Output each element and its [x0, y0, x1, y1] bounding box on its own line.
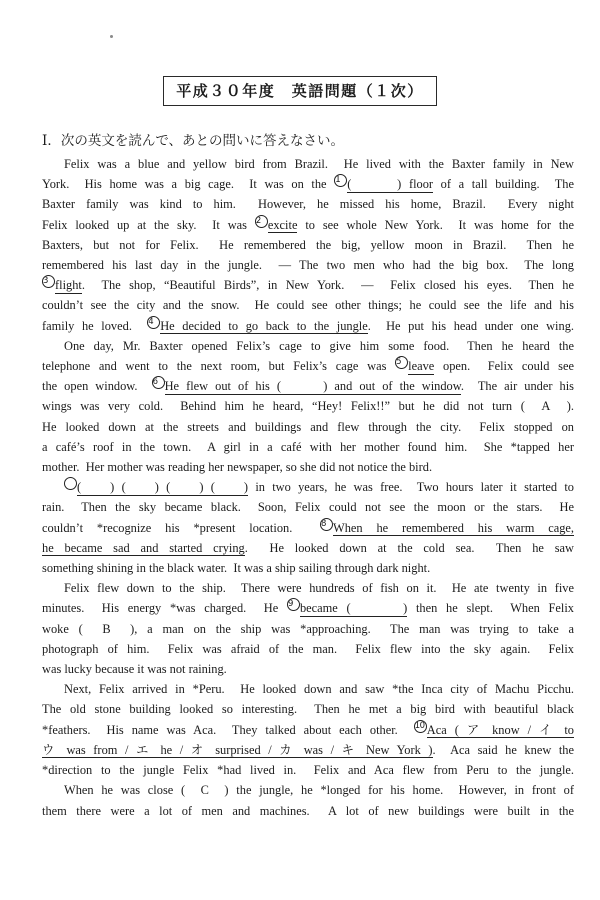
text-run: couldn’t see the city and the snow. He could see other things; he could see the life and his	[42, 298, 574, 313]
text-line	[42, 720, 574, 740]
text-line	[42, 598, 574, 618]
text-run: rain. Then the sky became black. Soon, Felix could not see the moon or the stars. He	[42, 500, 574, 515]
text-run: woke ( B ), a man on the ship was *approaching. The man was trying to take a	[42, 621, 574, 636]
text-line	[42, 780, 574, 800]
title-area	[0, 0, 600, 106]
text-line	[42, 336, 574, 356]
text-run: couldn’t *recognize his *present location.	[42, 520, 321, 535]
underlined-text: He decided to go back to the jungle	[160, 318, 368, 333]
text-run: to see whole New York. It was home for the	[297, 217, 574, 232]
text-line	[42, 558, 574, 578]
circled-number-6: 6	[152, 376, 165, 389]
text-line	[42, 659, 574, 679]
circled-number-10: 10	[414, 720, 427, 733]
text-line	[42, 760, 574, 780]
text-run: . He looked down at the cold sea. Then he saw	[244, 540, 574, 555]
underlined-text: Aca ( ア know / イ to	[426, 722, 574, 737]
text-run: Next, Felix arrived in *Peru. He looked down and saw *the Inca city of Machu Picchu.	[64, 682, 574, 697]
section-instruction: Ⅰ．次の英文を読んで、あとの問いに答えなさい。	[42, 133, 345, 148]
circled-number-8: 8	[320, 518, 333, 531]
text-run: telephone and went to the next room, but Felix’s cage was	[42, 359, 396, 374]
text-run: then he slept. When Felix	[407, 601, 574, 616]
text-run: . Aca said he knew the	[432, 742, 574, 757]
text-line	[42, 801, 574, 821]
text-line	[42, 174, 574, 194]
text-line	[42, 275, 574, 295]
text-line	[42, 235, 574, 255]
text-line	[42, 740, 574, 760]
underlined-text: ( ) ( ) ( ) ( )	[77, 480, 249, 495]
text-run: Felix looked up at the sky. It was	[42, 217, 255, 232]
text-run: family he loved.	[42, 318, 148, 333]
underlined-text: When he remembered his warm cage,	[333, 520, 574, 535]
text-line	[42, 699, 574, 719]
text-line	[42, 417, 574, 437]
circled-number-3: 3	[42, 275, 55, 288]
text-run: a café’s roof in the town. A girl in a café with her mother found him. She *tapped her	[42, 439, 574, 454]
text-run: the open window.	[42, 379, 152, 394]
underlined-text: ウ was from / エ he / オ surprised / カ was / キ New York )	[42, 742, 433, 757]
text-run: When he was close ( C ) the jungle, he *longed for his home. However, in front of	[64, 783, 574, 798]
text-run: . He put his head under one wing.	[367, 318, 574, 333]
text-run: them there were a lot of men and machines. A lot of new buildings were built in the	[42, 803, 574, 818]
text-run: mother. Her mother was reading her newspaper, so she did not notice the bird.	[42, 460, 433, 475]
text-line	[42, 215, 574, 235]
text-line	[42, 295, 574, 315]
text-run: . The air under his	[460, 379, 574, 394]
text-run: Felix flew down to the ship. There were hundreds of fish on it. He ate twenty in five	[64, 581, 574, 596]
underlined-text: ( ) floor	[347, 177, 434, 192]
circled-number-9: 9	[287, 598, 300, 611]
text-run: something shining in the black water. It was a ship sailing through dark night.	[42, 561, 431, 576]
text-line	[42, 497, 574, 517]
text-line	[42, 518, 574, 538]
text-run: wings was very cold. Behind him he heard, “Hey! Felix!!” but he did not turn ( A ).	[42, 399, 574, 414]
text-line	[42, 316, 574, 336]
text-run: One day, Mr. Baxter opened Felix’s cage to give him some food. Then he heard the	[64, 338, 574, 353]
circled-number-7	[64, 477, 77, 490]
text-line	[42, 356, 574, 376]
text-line	[42, 578, 574, 598]
text-run: Baxter family was kind to him. However, he missed his home, Brazil. Every night	[42, 197, 574, 212]
text-run: photograph of him. Felix was afraid of the man. Felix flew into the sky again. Felix	[42, 641, 574, 656]
text-line	[42, 396, 574, 416]
text-line	[42, 619, 574, 639]
text-line	[42, 255, 574, 275]
text-run: . The shop, “Beautiful Birds”, in New York. — Felix closed his eyes. Then he	[81, 278, 574, 293]
text-run: He looked down at the streets and buildings and flew through the city. Felix stopped on	[42, 419, 574, 434]
text-run: York. His home was a big cage. It was on the	[42, 177, 335, 192]
circled-number-5: 5	[395, 356, 408, 369]
text-line	[42, 376, 574, 396]
text-run: minutes. His energy *was charged. He	[42, 601, 287, 616]
underlined-text: became ( )	[299, 601, 408, 616]
text-run: open. Felix could see	[434, 359, 574, 374]
underlined-text: leave	[408, 359, 435, 374]
text-line	[42, 437, 574, 457]
text-run: Baxters, but not for Felix. He remembered the big, yellow moon in Brazil. Then he	[42, 237, 574, 252]
text-line	[42, 679, 574, 699]
text-run: Felix was a blue and yellow bird from Brazil. He lived with the Baxter family in New	[64, 157, 574, 171]
text-line	[42, 194, 574, 214]
body-text	[42, 154, 574, 821]
text-line	[42, 457, 574, 477]
text-line	[42, 538, 574, 558]
text-run: of a tall building. The	[433, 177, 574, 192]
text-run: in two years, he was free. Two hours later it started to	[248, 480, 575, 495]
text-run: was lucky because it was not raining.	[42, 662, 227, 677]
circled-number-4: 4	[147, 316, 160, 329]
underlined-text: excite	[267, 217, 298, 232]
text-run: remembered his last day in the jungle. — The two men who had the big box. The long	[42, 258, 574, 273]
text-run: The old stone building looked so interesting. Then he met a big bird with beautiful black	[42, 702, 574, 717]
ink-speck	[110, 35, 113, 38]
circled-number-1: 1	[334, 174, 347, 187]
text-run: *feathers. His name was Aca. They talked about each other.	[42, 722, 414, 737]
page-title: 平成３０年度 英語問題（１次）	[163, 76, 437, 106]
text-line	[42, 639, 574, 659]
text-line	[42, 477, 574, 497]
text-line	[42, 154, 574, 174]
underlined-text: flight	[55, 278, 82, 293]
circled-number-2: 2	[255, 215, 268, 228]
text-run: *direction to the jungle Felix *had lived in. Felix and Aca flew from Peru to the jungle.	[42, 763, 574, 778]
underlined-text: He flew out of his ( ) and out of the window	[164, 379, 461, 394]
underlined-text: he became sad and started crying	[42, 540, 245, 555]
